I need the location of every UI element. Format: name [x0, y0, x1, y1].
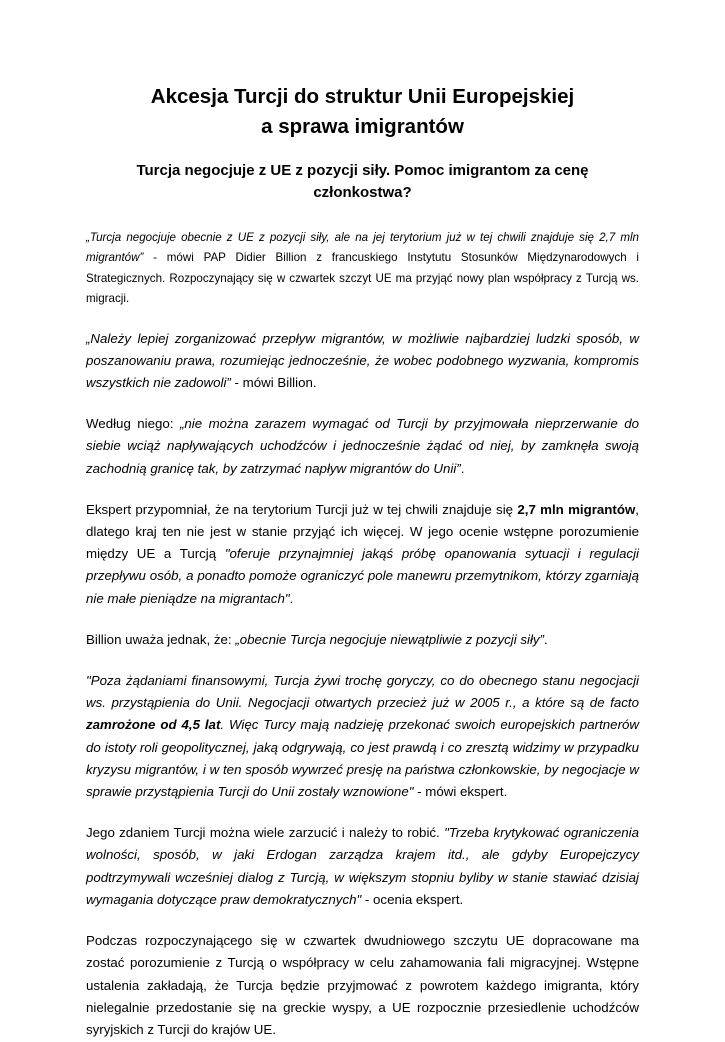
paragraph-6 — [86, 822, 639, 911]
lead-quote: „Turcja negocjuje obecnie z UE z pozycji siły, ale na jej terytorium już w tej chwili znajduje się 2,7 mln migrantów” — [86, 231, 639, 265]
paragraph-1-text: - mówi Billion. — [230, 375, 317, 391]
paragraph-2 — [86, 413, 639, 480]
title-line-1: Akcesja Turcji do struktur Unii Europejskiej — [150, 85, 575, 108]
article-subtitle: Turcja negocjuje z UE z pozycji siły. Pomoc imigrantom za cenę członkostwa? — [136, 162, 589, 201]
paragraph-2-end: . — [460, 460, 465, 476]
paragraph-3-text-2: , dlatego kraj ten nie jest w stanie przyjąć ich więcej. W jego ocenie wstępne porozumienie między UE a Turcją — [86, 501, 639, 562]
paragraph-5-quote-2: . Więc Turcy mają nadzieję przekonać swoich europejskich partnerów do istoty roli geopolitycznej, jaką odgrywają, co jest prawdą i co zresztą widzimy w przypadku kryzysu migrantów, i w ten sposób wywrzeć presję na państwa członkowskie, by negocjacje w sprawie przystąpienia Turcji do Unii zostały wznowione" — [86, 717, 640, 800]
paragraph-1-quote: „Należy lepiej zorganizować przepływ migrantów, w możliwie najbardziej ludzki sposób, w poszanowaniu prawa, rozumiejąc jednocześnie, że wobec podobnego wyzwania, kompromis wszystkich nie zadowoli” — [86, 330, 639, 391]
title-line-2: a sprawa imigrantów — [261, 115, 464, 138]
article-title — [86, 82, 639, 142]
paragraph-7: Podczas rozpoczynającego się w czwartek dwudniowego szczytu UE dopracowane ma zostać porozumienie z Turcją o współpracy w celu zahamowania fali migracyjnej. Wstępne ustalenia zakładają, że Turcja będzie przyjmować z powrotem każdego imigranta, który nielegalnie przedostanie się na greckie wyspy, a UE rozpocznie przesiedlenie uchodźców syryjskich z Turcji do krajów UE. — [86, 933, 639, 1037]
paragraph-4-quote: „obecnie Turcja negocjuje niewątpliwie z pozycji siły” — [235, 631, 544, 647]
paragraph-6-quote: "Trzeba krytykować ograniczenia wolności, sposób, w jaki Erdogan zarządza krajem itd., ale gdyby Europejczycy podtrzymywali wcześniej dialog z Turcją, w większym stopniu byliby w stanie stawiać dzisiaj wymagania dotyczące praw demokratycznych" — [86, 825, 639, 907]
paragraph-3-quote: "oferuje przynajmniej jakąś próbę opanowania sytuacji i regulacji przepływu osób, a ponadto pomoże ograniczyć pole manewru przemytnikom, którzy zgarniają nie małe pieniądze na migrantach" — [86, 546, 639, 606]
paragraph-5-text: - mówi ekspert. — [413, 784, 508, 800]
paragraph-1 — [86, 328, 639, 395]
paragraph-2-text: Według niego: — [86, 416, 180, 432]
lead-paragraph — [86, 228, 639, 310]
paragraph-3-text-1: Ekspert przypomniał, że na terytorium Turcji już w tej chwili znajduje się — [86, 501, 518, 517]
paragraph-6-end: - ocenia ekspert. — [361, 891, 464, 907]
paragraph-3-bold: 2,7 mln migrantów — [517, 501, 636, 517]
paragraph-2-quote: „nie można zarazem wymagać od Turcji by przyjmowała nieprzerwanie do siebie wciąż napływających uchodźców i jednocześnie żądać od niej, by zamknęła swoją zachodnią granicę tak, by zatrzymać napływ migrantów do Unii” — [86, 416, 639, 476]
paragraph-5-quote-1: "Poza żądaniami finansowymi, Turcja żywi trochę goryczy, co do obecnego stanu negocjacji ws. przystąpienia do Unii. Negocjacji otwartych przecież już w 2005 r., a które są de facto — [86, 673, 639, 711]
lead-text: - mówi PAP Didier Billion z francuskiego Instytutu Stosunków Międzynarodowych i Strategicznych. Rozpoczynający się w czwartek szczyt UE ma przyjąć nowy plan współpracy z Turcją ws. migracji. — [86, 251, 639, 306]
paragraph-4 — [86, 629, 639, 651]
paragraph-4-end: . — [544, 631, 548, 647]
paragraph-6-text: Jego zdaniem Turcji można wiele zarzucić i należy to robić. — [86, 825, 445, 841]
paragraph-7-clip — [86, 930, 639, 1042]
paragraph-3-end: . — [289, 590, 294, 606]
paragraph-5 — [86, 670, 639, 803]
document-page — [86, 82, 639, 1042]
paragraph-5-bold: zamrożone od 4,5 lat — [86, 717, 221, 733]
paragraph-3 — [86, 499, 639, 610]
paragraph-4-text: Billion uważa jednak, że: — [86, 631, 236, 647]
